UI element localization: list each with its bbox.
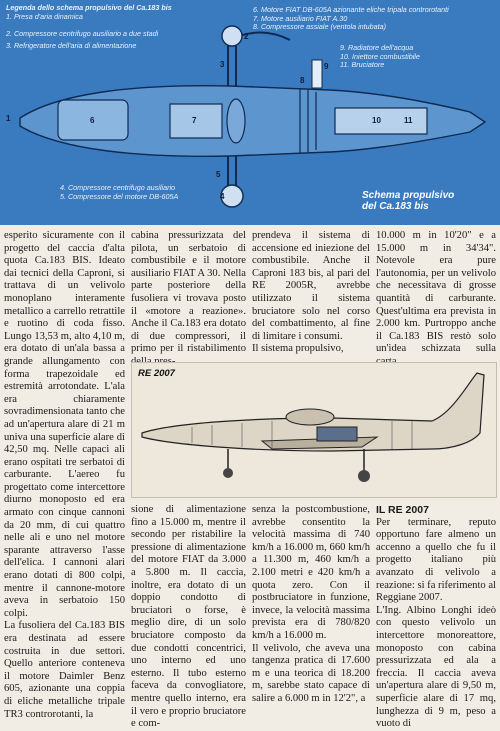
callout-number: 5 (216, 170, 221, 179)
paragraph: prendeva il sistema di accensione ed iniezione del combustibile. Anche il Caproni 183 bis, al pari del RE 2005R, avrebbe utilizzato il sistema bruciatore solo nel corso del combattimento, al fine di limitare i consumi. (252, 230, 370, 342)
legend-item: 11. Bruciatore (340, 60, 385, 70)
paragraph: cabina pressurizzata del pilota, un serbatoio di combustibile e il motore ausiliario FIAT A 30. Nella parte posteriore della fusoliera vi trovava posto il «motore a reazione». Anche il Ca.183 era dotato di due compressori, il primo per il ristabilimento (131, 230, 246, 355)
compressor-2-icon (222, 26, 242, 46)
callout-number: 4 (220, 192, 225, 201)
legend-left (6, 4, 172, 50)
image-label: RE 2007 (138, 368, 175, 379)
paragraph: La fusoliera del Ca.183 BIS era destinata ad essere costruita in due settori. Quello anteriore conteneva il motore Daimler Benz 605, azionante una coppia di eliche metalliche tripale TR3 controrotanti, la (4, 620, 125, 720)
paragraph: sione di alimentazione fino a 15.000 m, mentre il secondo per ristabilire la pressione di alimentazione del motore FIAT da 3.000 a 5.800 m. Il caccia, inoltre, era dotato di un doppio condotto di bruciatori o forse, è meglio dire, di un solo bruciatore composto da due condotti concentrici, uno interno ed uno esterno. Il tubo esterno faceva da convogliatore, mentre quello interno, era il vero e proprio bruciatore e com- (131, 504, 246, 730)
text-column-6 (252, 504, 370, 704)
legend-item: 10. Iniettore combustibile (340, 51, 420, 61)
callout-number: 11 (404, 116, 413, 125)
paragraph: L'Ing. Albino Longhi ideò con questo velivolo un intercettore monoreattore, monoposto con cabina pressurizzata ed ala a freccia. Il caccia aveva un'apertura alare di 9,50 m, superficie alare di 17 mq, lunghezza di 9 m, peso a vuoto di (376, 604, 496, 730)
canopy (286, 409, 334, 425)
propeller-disc (227, 99, 245, 143)
paragraph: Il sistema propulsivo, (252, 343, 344, 355)
text-column-2 (131, 230, 246, 360)
legend-item: 6. Motore FIAT DB-605A azionante eliche tripala controrotanti (253, 5, 449, 14)
callout-number: 10 (372, 116, 381, 125)
text-column-3 (252, 230, 370, 360)
legend-item: 5. Compressore del motore DB-605A (60, 191, 179, 201)
paragraph: esperito sicuramente con il progetto del caccia d'alta quota Ca.183 BIS. Ideato dai tecnici della Caproni, si trattava di un velivolo monoplano interamente metallico a carrello retrattile e ruotino di coda fisso. Lungo 13,53 m, alto 4,10 m, era dotato di un'ala bassa a grande allungamento con forma trapezoidale ed estremità arrotondate. L'ala era chiaramente sovradimensionata tanto che ad un'apertura alare di 21 m univa una superficie alare di 42,50 mq. Nelle capaci ali erano ospitati tre serbatoi di carburante. L'aereo fu progettato come intercettore diurno monoposto ed era armato con cinque cannoni da 20 mm, di cui quattro nelle ali e uno nel motore sparante attraverso l'asse dell'elica. I cannoni alari erano dotati di 800 colpi, mentre il cannone-motore aveva in serbatoio 150 colpi. (4, 230, 125, 619)
legend-item: 4. Compressore centrifugo ausiliario (60, 183, 176, 192)
paragraph: senza la postcombustione, avrebbe consentito la velocità massima di 740 km/h a 16.000 m, 660 km/h a 11.300 m, 460 km/h a 2.100 metri e 420 km/h a quota zero. Con il postbruciatore in funzione, invece, la velocità massima prevista era di 780/820 km/h a 16.000 m. (252, 504, 370, 641)
callout-number: 7 (192, 116, 197, 125)
legend-item: 3. Refrigeratore dell'aria di alimentazione (6, 40, 137, 50)
legend-item: 9. Radiatore dell'acqua (340, 43, 414, 52)
engine-section (317, 427, 357, 441)
text-column-7 (376, 504, 497, 730)
section-heading: IL RE 2007 (376, 504, 429, 516)
radiator-icon (312, 60, 322, 88)
legend-right-lower (340, 44, 420, 70)
legend-item: 8. Compressore assiale (ventola intubata) (253, 22, 387, 32)
paragraph: Per terminare, reputo opportuno fare almeno un accenno a quello che fu il progetto italiano più avanzato di velivolo a reazione: si fa riferimento al Reggiane 2007. (376, 516, 497, 604)
paragraph: Il velivolo, che aveva una tangenza pratica di 17.600 m e una teorica di 18.200 m, sarebbe stato capace di salire a 6.000 m in 12'2", a (252, 642, 370, 704)
paragraph: 10.000 m in 10'20" e a 15.000 m in 34'34". Notevole era pure l'autonomia, per un velivolo che necessitava di grosse quantità di carburante. Quest'ultima era prevista in 2.000 km. Purtroppo anche il Ca.183 BIS restò solo un'idea schizzata sulla (376, 230, 496, 355)
legend-item: 7. Motore ausiliario FIAT A.30 (253, 13, 348, 23)
legend-bottom (60, 184, 178, 201)
propulsion-diagram (0, 0, 500, 225)
burner-duct (335, 108, 427, 134)
caption-line: del Ca.183 bis (362, 201, 429, 212)
callout-number: 3 (220, 60, 225, 69)
main-wheel-icon (358, 470, 370, 482)
text-column-5 (131, 504, 246, 730)
callout-number: 8 (300, 76, 305, 85)
callout-number: 1 (6, 114, 11, 123)
legend-title: Legenda dello schema propulsivo del Ca.183 bis (6, 3, 172, 12)
legend-right (253, 6, 449, 32)
legend-item: 1. Presa d'aria dinamica (6, 11, 83, 21)
re2007-side-view (131, 362, 497, 498)
legend-item: 2. Compressore centrifugo ausiliario a due stadi (6, 29, 159, 39)
caption-line: Schema propulsivo (362, 190, 455, 201)
callout-number: 9 (324, 62, 329, 71)
re2007-drawing (132, 363, 498, 499)
text-column-4 (376, 230, 496, 360)
text-column-1 (4, 230, 125, 720)
callout-number: 2 (244, 32, 249, 41)
callout-number: 6 (90, 116, 95, 125)
diagram-caption (362, 190, 454, 212)
nose-wheel-icon (223, 468, 233, 478)
